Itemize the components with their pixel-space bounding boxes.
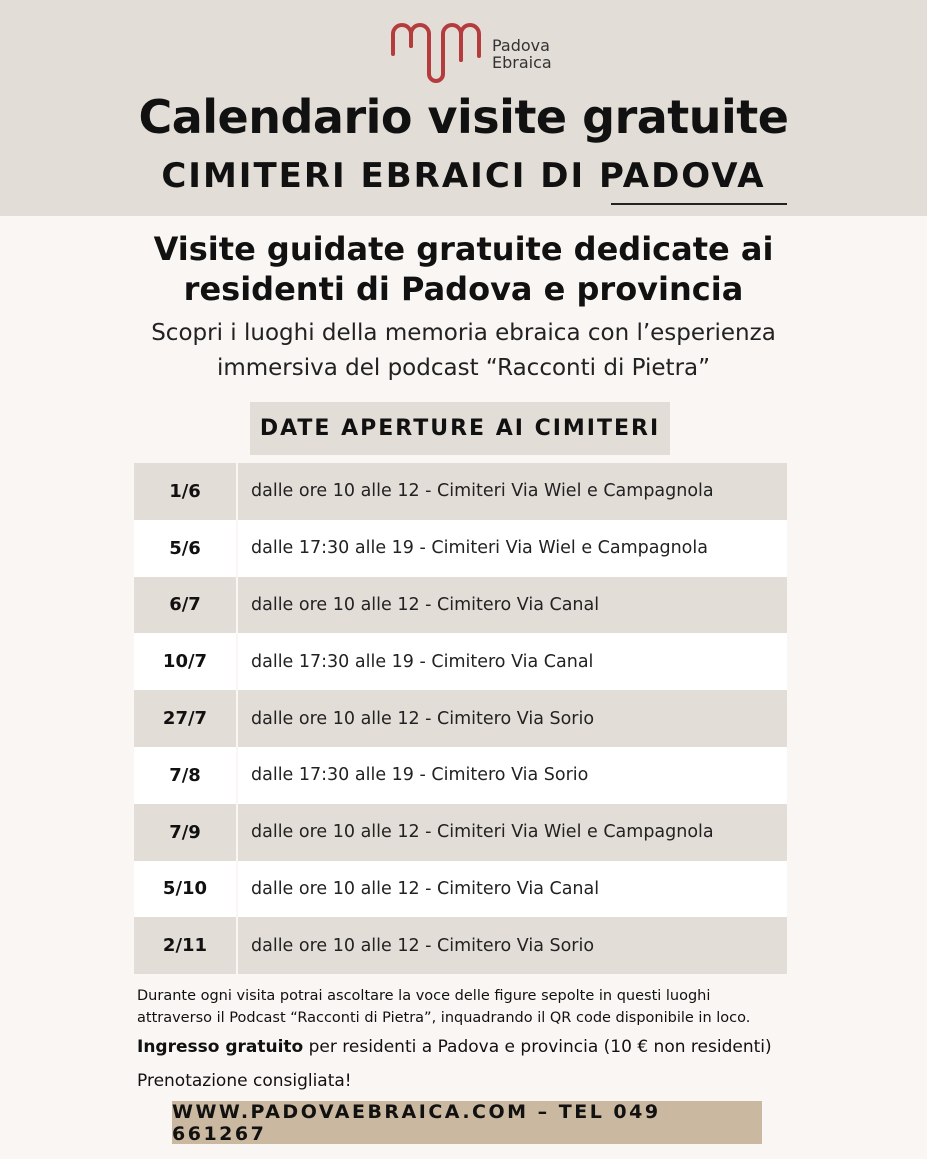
section-label: DATE APERTURE AI CIMITERI [250, 402, 670, 455]
table-row [134, 804, 787, 861]
intro-heading-line-2: residenti di Padova e provincia [183, 270, 744, 308]
row-detail: dalle 17:30 alle 19 - Cimitero Via Sorio [251, 765, 589, 786]
table-row [134, 577, 787, 634]
row-date: 7/9 [134, 804, 238, 861]
booking-note: Prenotazione consigliata! [137, 1071, 352, 1091]
row-detail: dalle ore 10 alle 12 - Cimitero Via Sorio [251, 708, 595, 729]
row-detail: dalle 17:30 alle 19 - Cimiteri Via Wiel e Campagnola [251, 538, 708, 559]
podcast-note [137, 985, 837, 1029]
schedule-table [134, 463, 787, 974]
logo-wordmark [492, 37, 552, 71]
row-date: 7/8 [134, 747, 238, 804]
table-row [134, 463, 787, 520]
page-subtitle: CIMITERI EBRAICI DI PADOVA [161, 156, 766, 196]
row-detail: dalle ore 10 alle 12 - Cimitero Via Canal [251, 878, 600, 899]
row-detail: dalle ore 10 alle 12 - Cimiteri Via Wiel e Campagnola [251, 822, 714, 843]
row-detail: dalle 17:30 alle 19 - Cimitero Via Canal [251, 651, 594, 672]
table-row [134, 917, 787, 974]
row-detail: dalle ore 10 alle 12 - Cimitero Via Canal [251, 594, 600, 615]
logo-line-1: Padova [492, 36, 550, 55]
row-date: 27/7 [134, 690, 238, 747]
logo-line-2: Ebraica [492, 53, 552, 72]
podcast-note-line-1: Durante ogni visita potrai ascoltare la voce delle figure sepolte in questi luoghi [137, 988, 711, 1004]
intro-description [0, 316, 927, 386]
row-date: 5/10 [134, 861, 238, 918]
contact-bar: WWW.PADOVAEBRAICA.COM – TEL 049 661267 [172, 1101, 762, 1144]
logo [388, 20, 568, 86]
row-date: 10/7 [134, 633, 238, 690]
intro-desc-line-2: immersiva del podcast “Racconti di Pietra” [216, 355, 711, 381]
page-title: Calendario visite gratuite [138, 90, 789, 144]
table-row [134, 520, 787, 577]
entry-info-bold: Ingresso gratuito [137, 1037, 304, 1057]
podcast-note-line-2: attraverso il Podcast “Racconti di Pietra”, inquadrando il QR code disponibile in loco. [137, 1010, 751, 1026]
row-detail: dalle ore 10 alle 12 - Cimiteri Via Wiel e Campagnola [251, 481, 714, 502]
subtitle-underline [611, 203, 787, 205]
row-date: 2/11 [134, 917, 238, 974]
row-date: 5/6 [134, 520, 238, 577]
header-band [0, 0, 927, 216]
arches-logo-icon [388, 20, 488, 86]
table-row [134, 690, 787, 747]
row-date: 1/6 [134, 463, 238, 520]
intro-heading-line-1: Visite guidate gratuite dedicate ai [153, 230, 774, 268]
entry-info-rest: per residenti a Padova e provincia (10 € non residenti) [303, 1037, 772, 1057]
row-date: 6/7 [134, 577, 238, 634]
intro-heading [0, 229, 927, 309]
intro-desc-line-1: Scopri i luoghi della memoria ebraica con l’esperienza [151, 320, 776, 346]
table-row [134, 633, 787, 690]
row-detail: dalle ore 10 alle 12 - Cimitero Via Sorio [251, 935, 595, 956]
table-row [134, 747, 787, 804]
entry-info [137, 1035, 877, 1059]
table-row [134, 861, 787, 918]
